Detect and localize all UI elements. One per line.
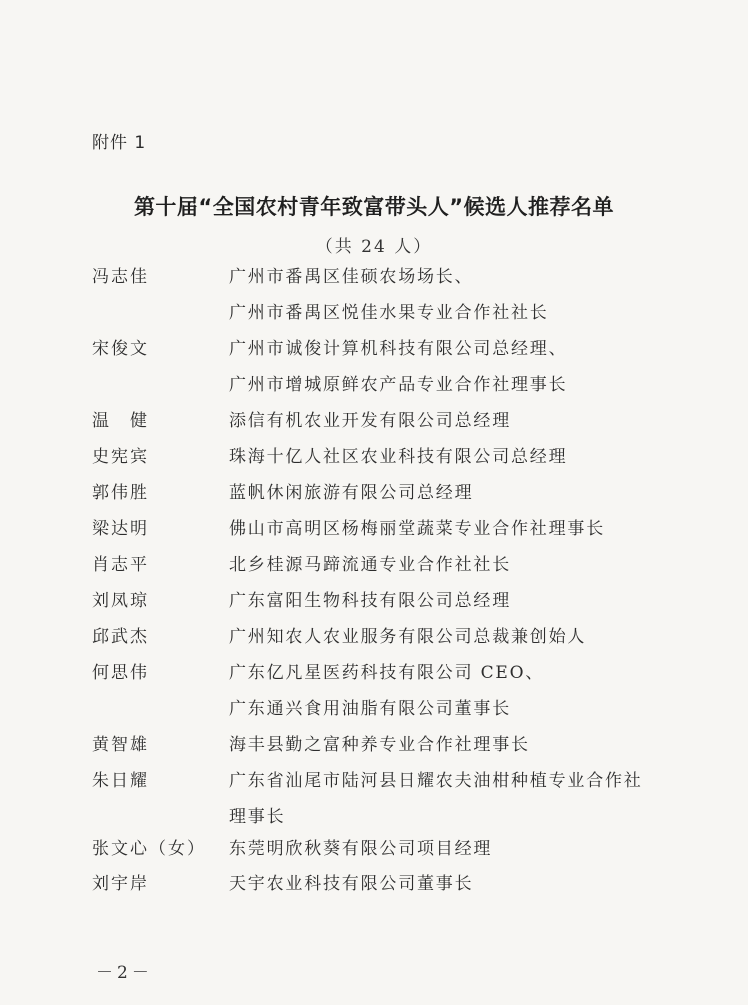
candidate-position: 广东通兴食用油脂有限公司董事长	[229, 699, 511, 719]
candidate-position: 添信有机农业开发有限公司总经理	[229, 411, 511, 431]
candidate-position: 广东亿凡星医药科技有限公司 CEO、	[229, 663, 545, 683]
candidate-name: 梁达明	[92, 519, 149, 539]
candidate-name: 肖志平	[92, 555, 149, 575]
candidate-name: 宋俊文	[92, 339, 149, 359]
candidate-position: 蓝帆休闲旅游有限公司总经理	[229, 483, 474, 503]
candidate-position: 广州市番禺区佳硕农场场长、	[229, 267, 474, 287]
candidate-position: 广州知农人农业服务有限公司总裁兼创始人	[229, 627, 587, 647]
candidate-position: 北乡桂源马蹄流通专业合作社社长	[229, 555, 511, 575]
document-title: 第十届“全国农村青年致富带头人”候选人推荐名单	[133, 195, 615, 219]
candidate-position: 珠海十亿人社区农业科技有限公司总经理	[229, 447, 568, 467]
candidate-name: 黄智雄	[92, 735, 149, 755]
candidate-position: 理事长	[229, 807, 286, 827]
candidate-name: 冯志佳	[92, 267, 149, 287]
candidate-name: 郭伟胜	[92, 483, 149, 503]
candidate-name: 朱日耀	[92, 771, 149, 791]
candidate-name: 刘凤琼	[92, 591, 149, 611]
candidate-position: 天宇农业科技有限公司董事长	[229, 874, 474, 894]
candidate-position: 东莞明欣秋葵有限公司项目经理	[229, 839, 493, 859]
candidate-name: 史宪宾	[92, 447, 149, 467]
candidate-position: 佛山市高明区杨梅丽堂蔬菜专业合作社理事长	[229, 519, 605, 539]
candidate-position: 广东省汕尾市陆河县日耀农夫油柑种植专业合作社	[229, 771, 643, 791]
document-subtitle: （共 24 人）	[315, 237, 433, 257]
candidate-position: 广东富阳生物科技有限公司总经理	[229, 591, 511, 611]
candidate-position: 海丰县勤之富种养专业合作社理事长	[229, 735, 530, 755]
candidate-position: 广州市番禺区悦佳水果专业合作社社长	[229, 303, 549, 323]
page-number: －2－	[96, 963, 153, 983]
candidate-name: 温 健	[92, 411, 149, 431]
candidate-name: 张文心（女）	[92, 839, 206, 859]
candidate-position: 广州市诚俊计算机科技有限公司总经理、	[229, 339, 568, 359]
attachment-label: 附件 1	[92, 133, 147, 153]
candidate-position: 广州市增城原鲜农产品专业合作社理事长	[229, 375, 568, 395]
candidate-name: 何思伟	[92, 663, 149, 683]
candidate-name: 刘宇岸	[92, 874, 149, 894]
candidate-name: 邱武杰	[92, 627, 149, 647]
